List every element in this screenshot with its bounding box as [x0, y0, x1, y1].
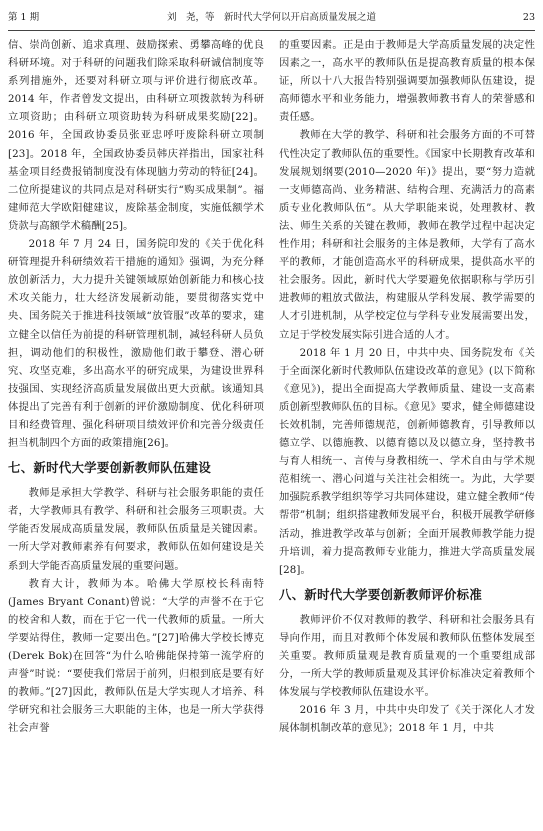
left-column: [8, 36, 264, 827]
running-title: 刘 尧，等 新时代大学何以开启高质量发展之道: [166, 12, 376, 23]
section-heading-7: 七、新时代大学要创新教师队伍建设: [8, 460, 212, 476]
paragraph: 信、崇尚创新、追求真理、鼓励探索、勇攀高峰的优良科研环境。对于科研的问题我们除采取科研诚信制度等系列措施外，还要对科研立项与评价进行彻底改革。2014 年，作者曾发文提出，由科研立项拨款转为科研立项资助；由科研立项资助转为科研成果奖励[22]。2016 年，全国政协委员张亚忠呼吁废除科研立项制[23]。2018 年，全国政协委员韩庆祥指出，国家社科基金项目经费报销制度没有体现脑力劳动的特征[24]。二位所提建议的共同点是对科研实行“购买成果制”。福建师范大学欧阳健建议，废除基金制度，实施低额学术贷款与高额学术稿酬[25]。: [8, 39, 264, 232]
right-column: [279, 36, 535, 827]
paragraph: 2016 年 3 月，中共中央印发了《关于深化人才发展体制机制改革的意见》；2018 年 1 月，中共: [279, 704, 535, 735]
paragraph: 教师是承担大学教学、科研与社会服务职能的责任者，大学教师具有教学、科研和社会服务三项职责。大学能否发展成高质量发展，教师队伍质量是关键因素。一所大学对教师素养有何要求，教师队伍如何建设是关系到大学能否高质量发展的重要问题。: [8, 487, 264, 572]
page-number: 23: [522, 12, 535, 23]
paragraph: 的重要因素。正是由于教师是大学高质量发展的决定性因素之一，高水平的教师队伍是提高教育质量的根本保证，所以十八大报告特别强调要加强教师队伍建设，提高师德水平和业务能力，增强教师教书育人的荣誉感和责任感。: [279, 39, 535, 124]
running-header: [8, 8, 535, 31]
body-columns: [8, 36, 535, 827]
paragraph: 教育大计，教师为本。哈佛大学原校长科南特(James Bryant Conant)曾说：“大学的声誉不在于它的校舍和人数，而在于它一代一代教师的质量。一所大学要站得住，教师一定要出色。”[27]哈佛大学校长博克(Derek Bok)在回答“为什么哈佛能保持第一流学府的声誉”时说：“要使我们常居于前列，归根到底是要有好的教师。”[27]因此，教师队伍是大学实现人才培养、科学研究和社会服务三大职能的主体，也是一所大学获得社会声誉: [8, 577, 264, 735]
section-heading-8: 八、新时代大学要创新教师评价标准: [279, 586, 483, 602]
paragraph: 2018 年 1 月 20 日，中共中央、国务院发布《关于全面深化新时代教师队伍建设改革的意见》(以下简称《意见》)，提出全面提高大学教师质量、建设一支高素质创新型教师队伍的目标。《意见》要求，健全师德建设长效机制，完善师德规范，创新师德教育，引导教师以德立学、以德施教、以德育德以及以德立身，坚持教书与育人相统一、言传与身教相统一、学术自由与学术规范相统一、潜心问道与关注社会相统一。为此，大学要加强院系教学组织等学习共同体建设，建立健全教师“传帮带”机制；组织搭建教师发展平台，积极开展教学研修活动，推进教学改革与创新；全面开展教师教学能力提升培训，着力提高教师专业能力，推进大学高质量发展[28]。: [279, 346, 535, 576]
paragraph: 教师评价不仅对教师的教学、科研和社会服务具有导向作用，而且对教师个体发展和教师队伍整体发展至关重要。教师质量观是教育质量观的一个重要组成部分，一所大学的教师质量观及其评价标准决定着教师个体发展与学校教师队伍建设水平。: [279, 613, 535, 699]
paragraph: 教师在大学的教学、科研和社会服务方面的不可替代性决定了教师队伍的重要性。《国家中长期教育改革和发展规划纲要(2010—2020 年)》提出，要“努力造就一支师德高尚、业务精湛、结构合理、充满活力的高素质专业化教师队伍”。从大学职能来说，处理教材、教法、师生关系的关键在教师，教师在教学过程中起决定性作用；科研和社会服务的主体是教师，大学有了高水平的教师，才能创造高水平的科研成果，提供高水平的社会服务。因此，新时代大学要避免依据职称与学历引进教师的粗放式做法，构建服从学科发展、教学需要的人才引进机制，从学校定位与学科专业发展需要出发，立足于学校发展实际引进合适的人才。: [279, 129, 535, 341]
issue-number: 第 1 期: [8, 12, 40, 23]
paragraph: 2018 年 7 月 24 日，国务院印发的《关于优化科研管理提升科研绩效若干措施的通知》强调，为充分释放创新活力，大力提升关键领域原始创新能力和核心技术攻关能力，壮大经济发展新动能，要贯彻落实党中央、国务院关于推进科技领域“放管服”改革的要求，建立健全以信任为前提的科研管理机制，减轻科研人员负担，调动他们的积极性，激励他们敢于攀登、潜心研究、攻坚克难，多出高水平的研究成果，为建设世界科技强国、实现经济高质量发展做出更大贡献。该通知具体提出了完善有利于创新的评价激励制度、优化科研项目和经费管理、强化科研项目绩效评价和完善分级责任担当机制四个方面的政策措施[26]。: [8, 238, 264, 450]
